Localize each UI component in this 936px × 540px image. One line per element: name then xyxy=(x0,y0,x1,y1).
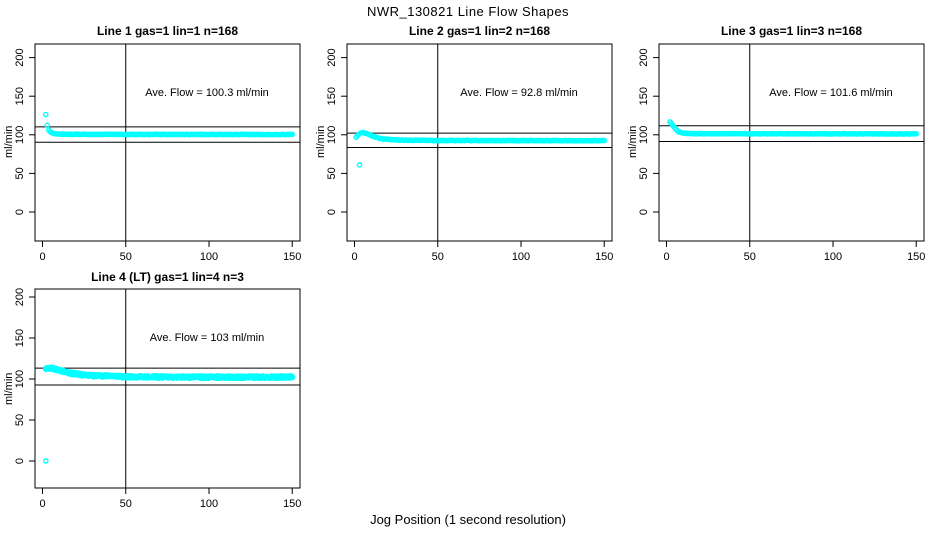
svg-text:150: 150 xyxy=(595,251,614,263)
svg-text:0: 0 xyxy=(14,457,26,465)
svg-text:0: 0 xyxy=(39,498,46,510)
svg-text:150: 150 xyxy=(14,328,26,348)
svg-text:0: 0 xyxy=(326,208,338,216)
svg-text:100: 100 xyxy=(326,125,338,144)
svg-text:150: 150 xyxy=(283,498,302,510)
subplot-title-line-1: Line 1 gas=1 lin=1 n=168 xyxy=(96,24,239,38)
svg-text:150: 150 xyxy=(14,87,26,106)
plot-canvas-line-3 xyxy=(628,40,932,269)
y-axis-label-2: ml/min xyxy=(315,125,327,159)
annotation-line-1: Ave. Flow = 100.3 ml/min xyxy=(145,87,269,99)
svg-text:150: 150 xyxy=(638,87,650,106)
y-axis-label-1: ml/min xyxy=(3,125,15,159)
svg-text:50: 50 xyxy=(119,498,132,510)
plot-canvas-line-4 xyxy=(4,285,308,516)
svg-text:0: 0 xyxy=(39,251,46,263)
svg-text:200: 200 xyxy=(14,287,26,307)
figure-title: NWR_130821 Line Flow Shapes xyxy=(366,4,570,19)
svg-text:0: 0 xyxy=(14,208,26,216)
svg-text:200: 200 xyxy=(14,48,26,67)
svg-text:50: 50 xyxy=(14,167,26,180)
svg-text:50: 50 xyxy=(743,251,756,263)
svg-text:100: 100 xyxy=(638,125,650,144)
plot-canvas-line-1 xyxy=(4,40,308,269)
svg-text:100: 100 xyxy=(199,251,219,263)
svg-text:0: 0 xyxy=(663,251,670,263)
svg-text:50: 50 xyxy=(119,251,132,263)
svg-text:50: 50 xyxy=(326,167,338,180)
svg-text:0: 0 xyxy=(638,208,650,216)
svg-text:150: 150 xyxy=(283,251,302,263)
svg-text:0: 0 xyxy=(351,251,358,263)
svg-text:200: 200 xyxy=(638,48,650,67)
annotation-line-3: Ave. Flow = 101.6 ml/min xyxy=(769,87,893,99)
subplot-title-line-2: Line 2 gas=1 lin=2 n=168 xyxy=(408,24,551,38)
svg-text:100: 100 xyxy=(823,251,843,263)
svg-text:200: 200 xyxy=(326,48,338,67)
svg-text:50: 50 xyxy=(431,251,444,263)
plot-canvas-line-2 xyxy=(316,40,620,269)
svg-text:100: 100 xyxy=(511,251,531,263)
svg-text:100: 100 xyxy=(14,125,26,144)
svg-text:50: 50 xyxy=(638,167,650,180)
x-axis-label: Jog Position (1 second resolution) xyxy=(370,512,566,527)
svg-text:100: 100 xyxy=(14,369,26,389)
y-axis-label-3: ml/min xyxy=(627,125,639,159)
svg-text:100: 100 xyxy=(199,498,219,510)
annotation-line-2: Ave. Flow = 92.8 ml/min xyxy=(460,87,578,99)
svg-text:50: 50 xyxy=(14,413,26,427)
y-axis-label-4: ml/min xyxy=(3,372,15,406)
subplot-title-line-4: Line 4 (LT) gas=1 lin=4 n=3 xyxy=(91,270,244,284)
subplot-title-line-3: Line 3 gas=1 lin=3 n=168 xyxy=(720,24,863,38)
annotation-line-4: Ave. Flow = 103 ml/min xyxy=(149,332,265,344)
svg-text:150: 150 xyxy=(326,87,338,106)
svg-text:150: 150 xyxy=(907,251,926,263)
